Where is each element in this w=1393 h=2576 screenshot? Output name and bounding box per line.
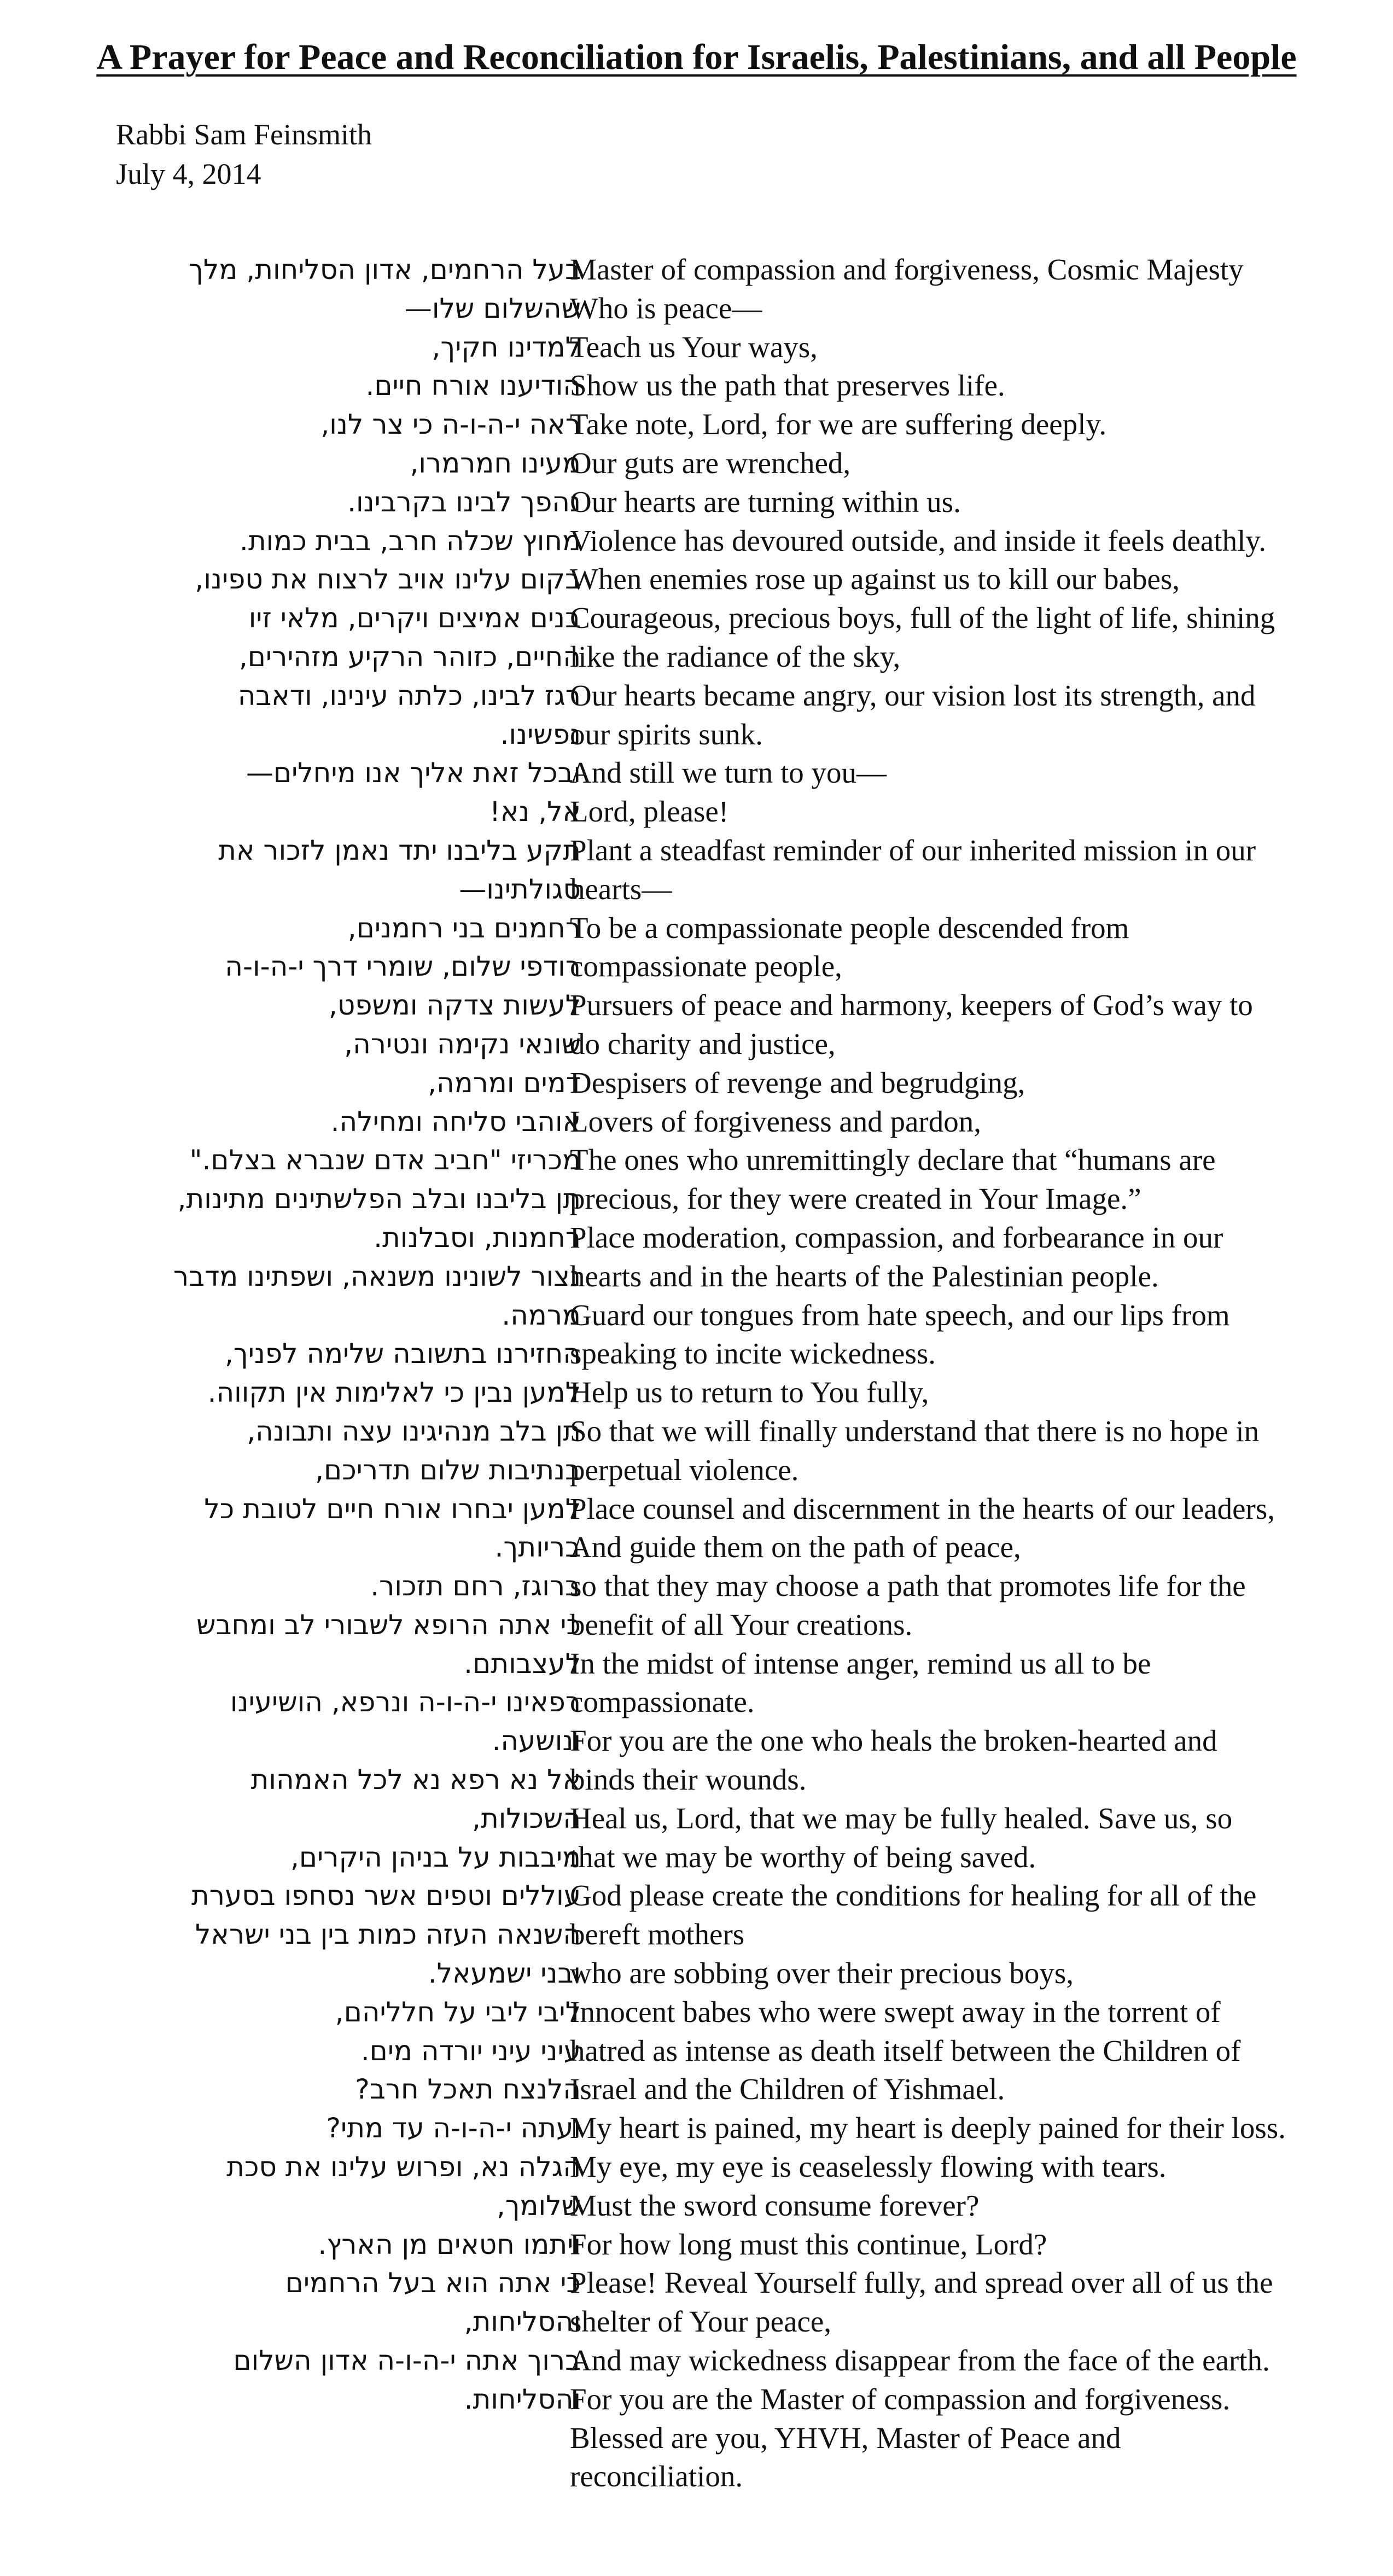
hebrew-prayer-line: בנים אמיצים ויקרים, מלאי זיו [248, 602, 581, 634]
hebrew-prayer-line: כי אתה הוא בעל הרחמים [285, 2267, 581, 2299]
hebrew-prayer-line: לעצבותם. [464, 1647, 581, 1680]
hebrew-prayer-line: עיני עיני יורדה מים. [360, 2035, 581, 2067]
hebrew-prayer-line: תן בליבנו ובלב הפלשתינים מתינות, [177, 1183, 581, 1215]
hebrew-prayer-line: והסליחות. [464, 2383, 581, 2415]
english-prayer-line: Pursuers of peace and harmony, keepers of God’s way to [570, 988, 1253, 1022]
english-prayer-line: Take note, Lord, for we are suffering deeply. [570, 407, 1107, 441]
hebrew-prayer-line: תן בלב מנהיגינו עצה ותבונה, [247, 1415, 581, 1447]
english-prayer-line: shelter of Your peace, [570, 2305, 832, 2339]
english-prayer-line: like the radiance of the sky, [570, 639, 901, 673]
hebrew-prayer-line: שלומך, [496, 2189, 581, 2222]
english-prayer-line: Who is peace— [570, 291, 762, 325]
english-prayer-line: that we may be worthy of being saved. [570, 1840, 1036, 1874]
hebrew-prayer-line: מחוץ שכלה חרב, בבית כמות. [239, 524, 581, 557]
english-prayer-column [570, 250, 1368, 2496]
english-prayer-line: My eye, my eye is ceaselessly flowing with tears. [570, 2150, 1167, 2184]
english-prayer-line: precious, for they were created in Your Image.” [570, 1182, 1141, 1216]
hebrew-prayer-line: רחמנים בני רחמנים, [347, 912, 581, 944]
english-prayer-line: For how long must this continue, Lord? [570, 2227, 1047, 2261]
english-prayer-line: Help us to return to You fully, [570, 1376, 929, 1409]
english-prayer-line: Guard our tongues from hate speech, and our lips from [570, 1298, 1230, 1332]
hebrew-prayer-line: מכריזי "חביב אדם שנברא בצלם." [189, 1144, 581, 1176]
hebrew-prayer-line: בריותך. [494, 1531, 581, 1564]
english-prayer-line: Please! Reveal Yourself fully, and spread over all of us the [570, 2266, 1273, 2300]
english-prayer-line: bereft mothers [570, 1918, 745, 1951]
english-prayer-line: Israel and the Children of Yishmael. [570, 2072, 1005, 2106]
hebrew-prayer-line: השכולות, [472, 1802, 581, 1834]
english-prayer-line: Plant a steadfast reminder of our inherited mission in our [570, 833, 1256, 867]
english-prayer-line: perpetual violence. [570, 1453, 799, 1487]
hebrew-prayer-line: כי אתה הרופא לשבורי לב ומחבש [196, 1608, 581, 1641]
english-prayer-line: Blessed are you, YHVH, Master of Peace and [570, 2421, 1121, 2455]
hebrew-prayer-line: אוהבי סליחה ומחילה. [330, 1105, 581, 1138]
hebrew-prayer-line: ברוגז, רחם תזכור. [370, 1570, 581, 1602]
hebrew-prayer-line: ועתה י-ה-ו-ה עד מתי? [326, 2112, 581, 2144]
hebrew-prayer-line: מיבבות על בניהן היקרים, [290, 1841, 581, 1873]
hebrew-prayer-line: ליבי ליבי על חלליהם, [335, 1996, 581, 2028]
english-prayer-line: Our guts are wrenched, [570, 446, 851, 480]
hebrew-prayer-line: הלנצח תאכל חרב? [355, 2073, 581, 2106]
hebrew-prayer-line: הגלה נא, ופרוש עלינו את סכת [226, 2151, 581, 2183]
hebrew-prayer-column [34, 250, 581, 2419]
english-prayer-line: Place counsel and discernment in the hearts of our leaders, [570, 1491, 1275, 1525]
hebrew-prayer-line: נפשינו. [500, 718, 581, 750]
hebrew-prayer-line: אל, נא! [489, 796, 581, 828]
english-prayer-line: Heal us, Lord, that we may be fully healed. Save us, so [570, 1801, 1233, 1835]
document-title: A Prayer for Peace and Reconciliation for Israelis, Palestinians, and all People [96, 37, 1297, 77]
hebrew-prayer-line: סגולתינו— [459, 873, 581, 905]
hebrew-prayer-line: ובני ישמעאל. [428, 1957, 581, 1990]
hebrew-prayer-line: רחמנות, וסבלנות. [374, 1221, 581, 1254]
english-prayer-line: Lord, please! [570, 795, 729, 829]
hebrew-prayer-line: אל נא רפא נא לכל האמהות [250, 1764, 581, 1796]
hebrew-prayer-line: ראה י-ה-ו-ה כי צר לנו, [320, 409, 581, 441]
hebrew-prayer-line: ברוך אתה י-ה-ו-ה אדון השלום [233, 2345, 581, 2377]
english-prayer-line: When enemies rose up against us to kill our babes, [570, 562, 1180, 596]
hebrew-prayer-line: החיים, כזוהר הרקיע מזהירים, [238, 640, 581, 673]
english-prayer-line: For you are the one who heals the broken-hearted and [570, 1724, 1217, 1758]
english-prayer-line: And may wickedness disappear from the face of the earth. [570, 2344, 1270, 2377]
english-prayer-line: Our hearts are turning within us. [570, 485, 961, 518]
hebrew-prayer-line: למען נבין כי לאלימות אין תקווה. [207, 1377, 581, 1409]
english-prayer-line: who are sobbing over their precious boys, [570, 1956, 1074, 1990]
hebrew-prayer-line: שונאי נקימה ונטירה, [344, 1028, 581, 1060]
english-prayer-line: Lovers of forgiveness and pardon, [570, 1104, 981, 1138]
english-prayer-line: Must the sword consume forever? [570, 2188, 980, 2222]
hebrew-prayer-line: רודפי שלום, שומרי דרך י-ה-ו-ה [225, 951, 581, 983]
hebrew-prayer-line: בקום עלינו אויב לרצוח את טפינו, [195, 563, 581, 596]
english-prayer-line: benefit of all Your creations. [570, 1607, 913, 1641]
english-prayer-line: And still we turn to you— [570, 756, 887, 790]
english-prayer-line: For you are the Master of compassion and forgiveness. [570, 2382, 1231, 2416]
english-prayer-line: Place moderation, compassion, and forbearance in our [570, 1220, 1223, 1254]
english-prayer-line: The ones who unremittingly declare that “humans are [570, 1143, 1216, 1177]
english-prayer-line: Despisers of revenge and begrudging, [570, 1065, 1025, 1099]
hebrew-prayer-line: לעשות צדקה ומשפט, [328, 989, 581, 1022]
hebrew-prayer-line: עוללים וטפים אשר נסחפו בסערת [191, 1880, 581, 1912]
hebrew-prayer-line: מעינו חמרמרו, [410, 447, 581, 479]
hebrew-prayer-line: רגז לבינו, כלתה עינינו, ודאבה [237, 679, 581, 712]
hebrew-prayer-line: תקע בליבנו יתד נאמן לזכור את [218, 834, 581, 866]
hebrew-prayer-line: בעל הרחמים, אדון הסליחות, מלך [189, 254, 581, 285]
english-prayer-line: Courageous, precious boys, full of the light of life, shining [570, 601, 1275, 635]
english-prayer-line: Our hearts became angry, our vision lost its strength, and [570, 678, 1256, 712]
hebrew-prayer-line: ונושעה. [492, 1725, 581, 1757]
hebrew-prayer-line: ובכל זאת אליך אנו מיחלים— [246, 757, 581, 789]
hebrew-prayer-line: ויתמו חטאים מן הארץ. [318, 2228, 581, 2260]
english-prayer-line: reconciliation. [570, 2460, 743, 2493]
english-prayer-line: our spirits sunk. [570, 717, 763, 751]
english-prayer-line: To be a compassionate people descended from [570, 911, 1129, 945]
english-prayer-line: hatred as intense as death itself between the Children of [570, 2033, 1241, 2067]
hebrew-prayer-line: רפאינו י-ה-ו-ה ונרפא, הושיעינו [230, 1686, 581, 1718]
hebrew-prayer-line: שהשלום שלו— [404, 292, 581, 324]
english-prayer-line: compassionate people, [570, 949, 842, 983]
english-prayer-line: speaking to incite wickedness. [570, 1337, 936, 1371]
english-prayer-line: so that they may choose a path that promotes life for the [570, 1569, 1246, 1603]
hebrew-prayer-line: דמים ומרמה, [428, 1066, 581, 1099]
hebrew-prayer-line: בנתיבות שלום תדריכם, [315, 1454, 581, 1486]
english-prayer-line: God please create the conditions for healing for all of the [570, 1879, 1257, 1913]
english-prayer-line: hearts and in the hearts of the Palestinian people. [570, 1259, 1159, 1293]
hebrew-prayer-line: והסליחות, [464, 2306, 581, 2338]
hebrew-prayer-line: החזירנו בתשובה שלימה לפניך, [224, 1338, 581, 1370]
english-prayer-line: do charity and justice, [570, 1027, 836, 1060]
hebrew-prayer-line: נהפך לבינו בקרבינו. [347, 486, 581, 518]
english-prayer-line: Show us the path that preserves life. [570, 369, 1005, 403]
english-prayer-line: binds their wounds. [570, 1763, 807, 1797]
document-date: July 4, 2014 [116, 158, 261, 190]
english-prayer-line: Violence has devoured outside, and inside it feels deathly. [570, 523, 1267, 557]
hebrew-prayer-line: למען יבחרו אורח חיים לטובת כל [204, 1493, 581, 1525]
author-name: Rabbi Sam Feinsmith [116, 118, 372, 151]
english-prayer-line: compassionate. [570, 1685, 755, 1719]
english-prayer-line: So that we will finally understand that there is no hope in [570, 1414, 1260, 1448]
english-prayer-line: My heart is pained, my heart is deeply pained for their loss. [570, 2111, 1286, 2145]
english-prayer-line: In the midst of intense anger, remind us all to be [570, 1646, 1151, 1680]
english-prayer-line: And guide them on the path of peace, [570, 1530, 1021, 1564]
hebrew-prayer-line: למדינו חקיך, [432, 331, 581, 363]
hebrew-prayer-line: נצור לשונינו משנאה, ושפתינו מדבר [173, 1260, 581, 1292]
english-prayer-line: Innocent babes who were swept away in the torrent of [570, 1995, 1221, 2029]
english-prayer-line: Master of compassion and forgiveness, Cosmic Majesty [570, 253, 1244, 286]
hebrew-prayer-line: הודיענו אורח חיים. [365, 370, 581, 402]
hebrew-prayer-line: השנאה העזה כמות בין בני ישראל [195, 1919, 581, 1951]
hebrew-prayer-line: מרמה. [502, 1299, 581, 1331]
english-prayer-line: hearts— [570, 872, 672, 906]
english-prayer-line: Teach us Your ways, [570, 330, 818, 364]
